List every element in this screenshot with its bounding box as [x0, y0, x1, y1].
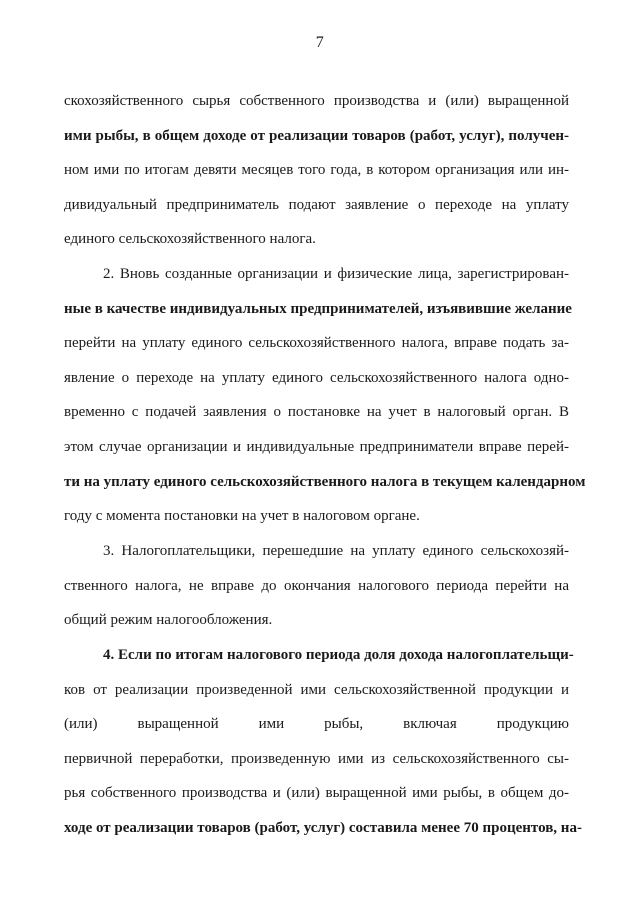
text-line: ти на уплату единого сельскохозяйственного налога в текущем календарном [64, 473, 586, 490]
text-line: 2. Вновь созданные организации и физические лица, зарегистрирован- [103, 266, 569, 282]
text-line: дивидуальный предприниматель подают заявление о переходе на уплату [64, 196, 569, 213]
text-line: временно с подачей заявления о постановке на учет в налоговый орган. В [64, 404, 569, 421]
text-line: (или) выращенной ими рыбы, включая продукцию [64, 716, 569, 733]
text-line: ходе от реализации товаров (работ, услуг) составила менее 70 процентов, на- [64, 819, 582, 836]
text-line: общий режим налогообложения. [64, 612, 273, 629]
text-line: 3. Налогоплательщики, перешедшие на уплату единого сельскохозяй- [103, 543, 569, 559]
text-line: ном ими по итогам девяти месяцев того года, в котором организация или ин- [64, 162, 569, 179]
text-line: ные в качестве индивидуальных предпринимателей, изъявившие желание [64, 300, 572, 317]
text-line: единого сельскохозяйственного налога. [64, 231, 316, 248]
text-line: ков от реализации произведенной ими сельскохозяйственной продукции и [64, 681, 569, 698]
text-line: рья собственного производства и (или) выращенной ими рыбы, в общем до- [64, 785, 569, 802]
text-line: перейти на уплату единого сельскохозяйственного налога, вправе подать за- [64, 335, 569, 352]
paragraph-3 [64, 534, 569, 638]
paragraph-2 [64, 257, 586, 534]
page-number: 7 [315, 34, 325, 51]
text-line: ими рыбы, в общем доходе от реализации товаров (работ, услуг), получен- [64, 127, 569, 144]
text-line: году с момента постановки на учет в налоговом органе. [64, 508, 420, 525]
text-line: явление о переходе на уплату единого сельскохозяйственного налога одно- [64, 369, 569, 386]
text-line: первичной переработки, произведенную ими из сельскохозяйственного сы- [64, 750, 569, 767]
text-line: этом случае организации и индивидуальные предприниматели вправе перей- [64, 438, 569, 455]
text-line: 4. Если по итогам налогового периода доля дохода налогоплательщи- [103, 647, 574, 663]
text-line: скохозяйственного сырья собственного производства и (или) выращенной [64, 93, 569, 109]
paragraph-1 [64, 84, 569, 257]
text-line: ственного налога, не вправе до окончания налогового периода перейти на [64, 577, 569, 594]
paragraph-4 [64, 638, 582, 846]
